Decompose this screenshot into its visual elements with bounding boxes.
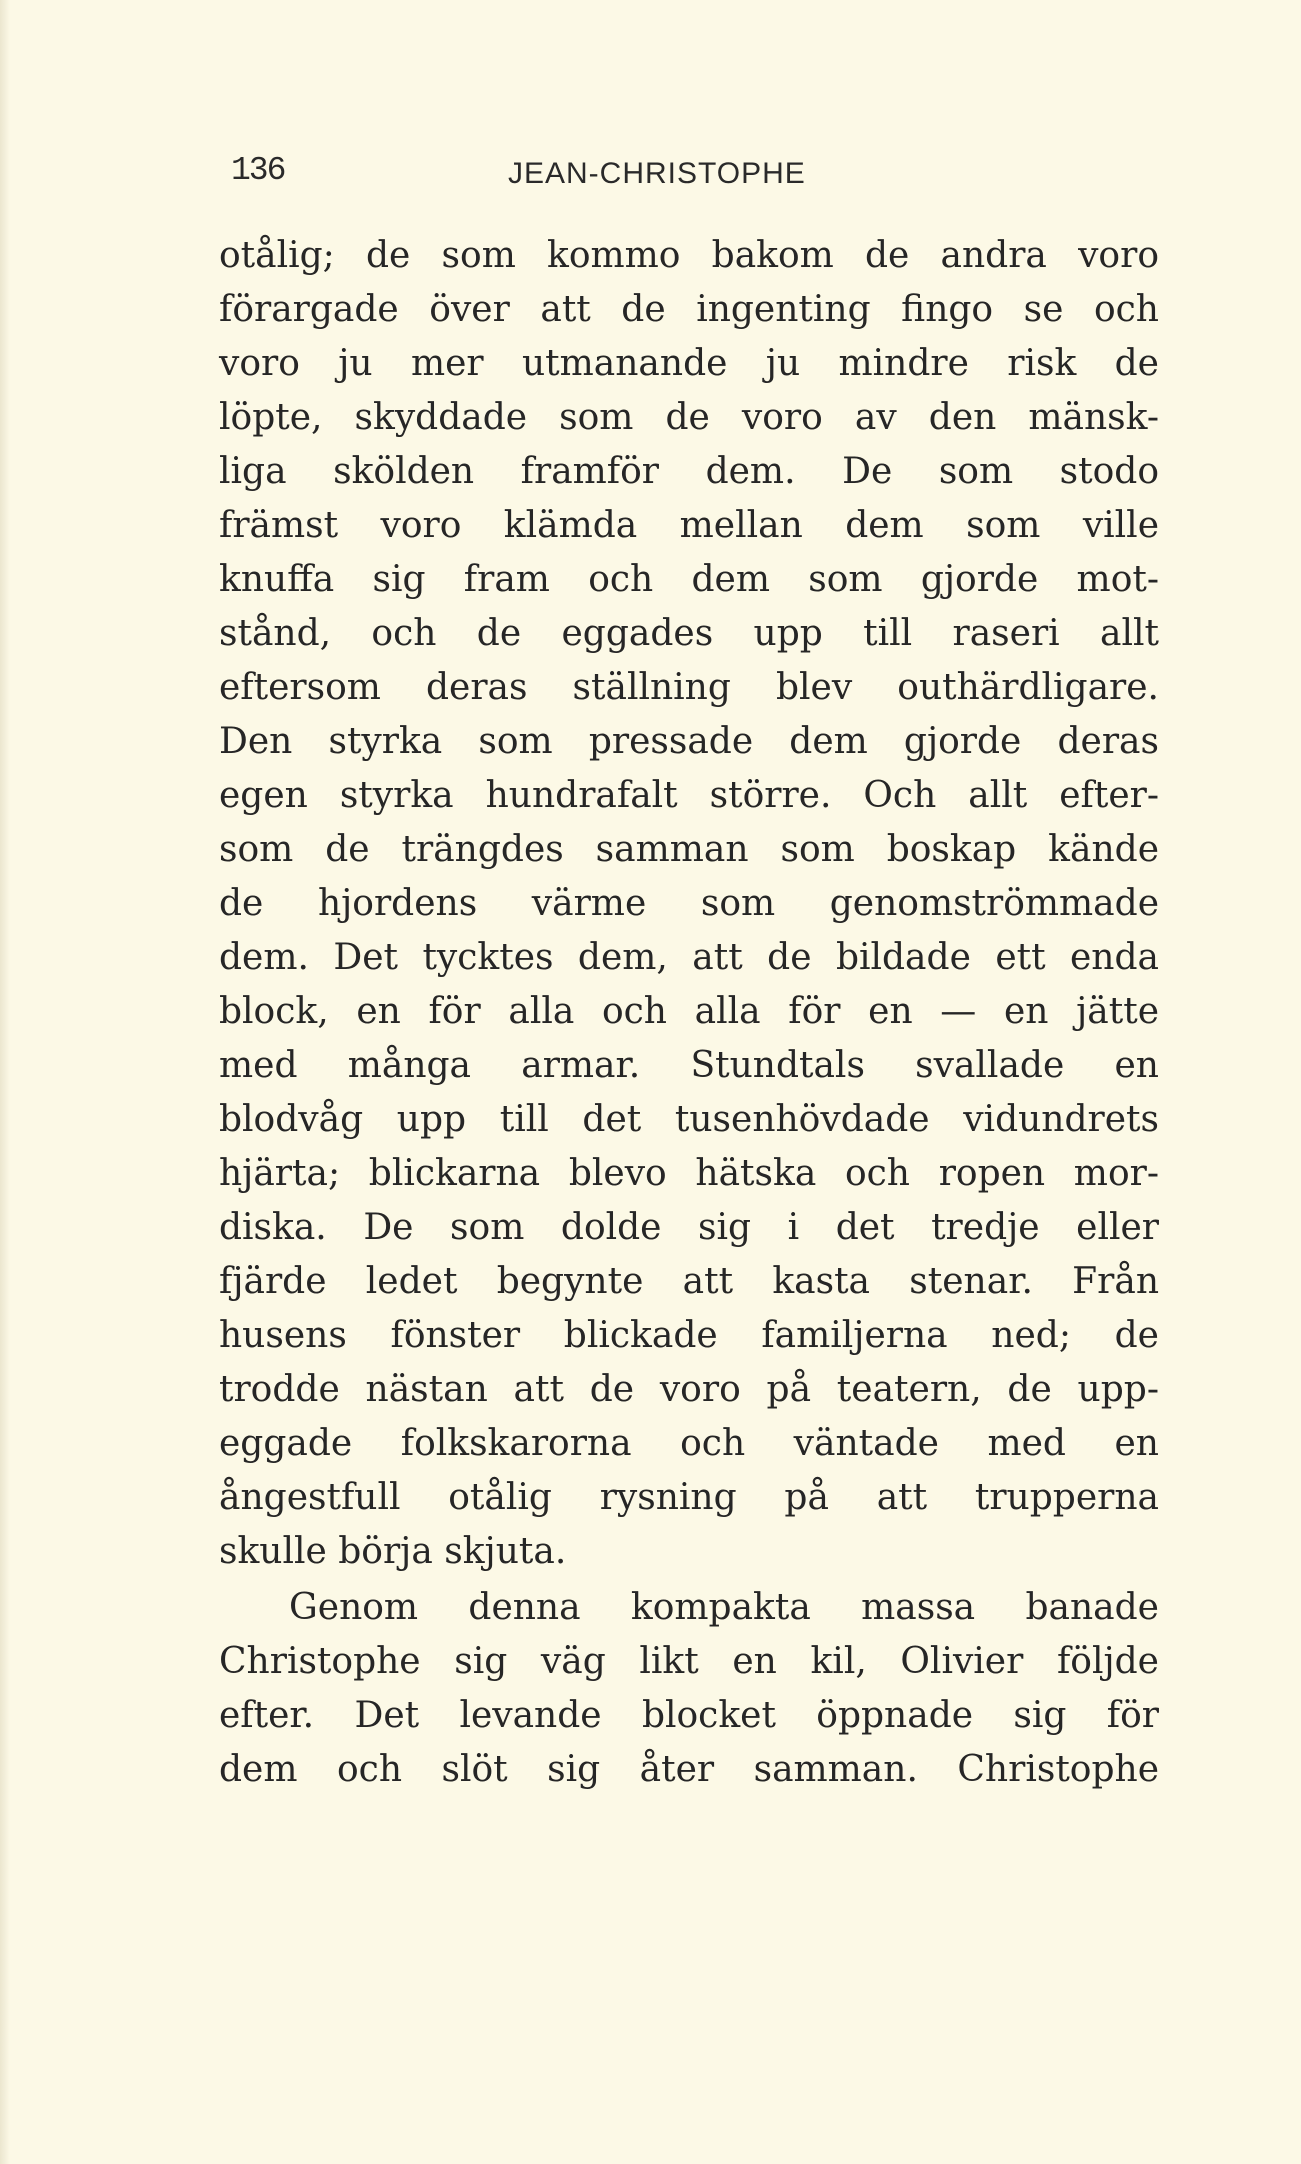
- text-line: eggade folkskarorna och väntade med en: [219, 1423, 1159, 1464]
- text-line: stånd, och de eggades upp till raseri allt: [219, 613, 1159, 654]
- text-line: Den styrka som pressade dem gjorde deras: [219, 721, 1159, 762]
- body-text: [219, 229, 1159, 1797]
- text-line: hjärta; blickarna blevo hätska och ropen mor-: [219, 1153, 1159, 1194]
- text-line: voro ju mer utmanande ju mindre risk de: [219, 343, 1159, 384]
- text-line: dem. Det tycktes dem, att de bildade ett enda: [219, 937, 1159, 978]
- text-line: skulle börja skjuta.: [219, 1531, 567, 1572]
- text-line: förargade över att de ingenting fingo se och: [219, 289, 1159, 330]
- text-line: knuffa sig fram och dem som gjorde mot-: [219, 559, 1159, 600]
- text-line: som de trängdes samman som boskap kände: [219, 829, 1159, 870]
- page-number: 136: [231, 152, 285, 189]
- text-line: efter. Det levande blocket öppnade sig för: [219, 1695, 1159, 1736]
- paragraph-2: [219, 1581, 1159, 1797]
- text-line: trodde nästan att de voro på teatern, de upp-: [219, 1369, 1159, 1410]
- page-edge-shadow: [0, 0, 10, 2164]
- text-line: Genom denna kompakta massa banade: [289, 1587, 1159, 1628]
- running-head: JEAN-CHRISTOPHE: [508, 157, 806, 190]
- text-line: dem och slöt sig åter samman. Christophe: [219, 1749, 1159, 1790]
- text-line: eftersom deras ställning blev outhärdligare.: [219, 667, 1159, 708]
- text-line: blodvåg upp till det tusenhövdade vidundrets: [219, 1099, 1159, 1140]
- text-line: egen styrka hundrafalt större. Och allt efter-: [219, 775, 1159, 816]
- text-line: block, en för alla och alla för en — en jätte: [219, 991, 1159, 1032]
- text-line: liga skölden framför dem. De som stodo: [219, 451, 1159, 492]
- text-line: ångestfull otålig rysning på att trupperna: [219, 1477, 1159, 1518]
- page-header: [0, 152, 1301, 202]
- text-line: de hjordens värme som genomströmmade: [219, 883, 1159, 924]
- text-line: diska. De som dolde sig i det tredje eller: [219, 1207, 1159, 1248]
- text-line: husens fönster blickade familjerna ned; de: [219, 1315, 1159, 1356]
- paragraph-1: [219, 229, 1159, 1579]
- text-line: löpte, skyddade som de voro av den mänsk-: [219, 397, 1159, 438]
- text-line: Christophe sig väg likt en kil, Olivier följde: [219, 1641, 1159, 1682]
- text-line: otålig; de som kommo bakom de andra voro: [219, 235, 1159, 276]
- text-line: fjärde ledet begynte att kasta stenar. Från: [219, 1261, 1159, 1302]
- text-line: med många armar. Stundtals svallade en: [219, 1045, 1159, 1086]
- text-line: främst voro klämda mellan dem som ville: [219, 505, 1159, 546]
